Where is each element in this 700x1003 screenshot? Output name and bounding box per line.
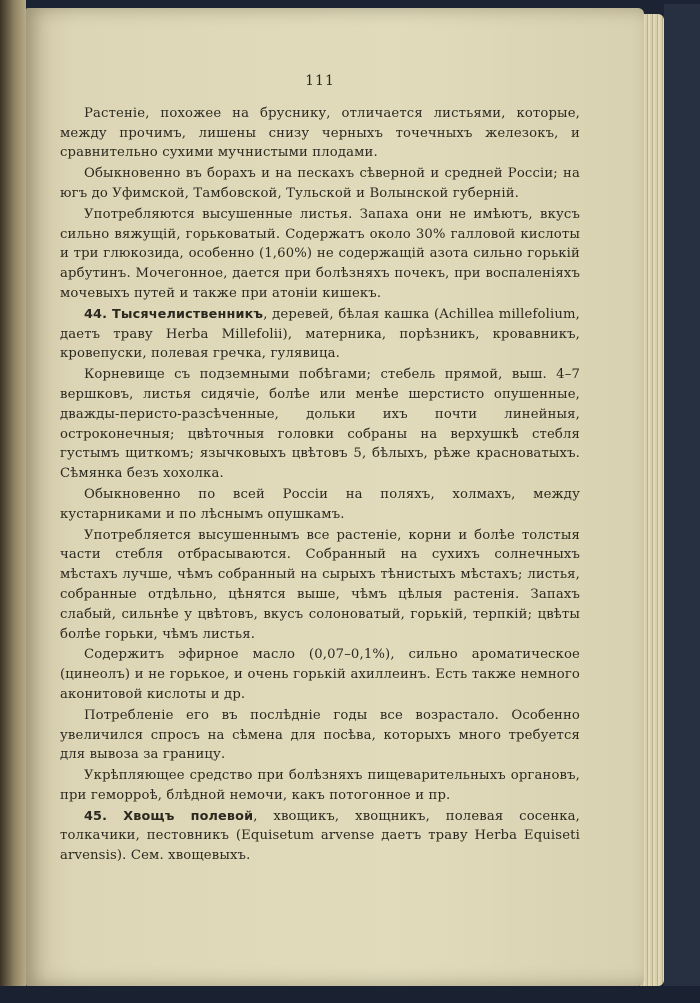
paragraph: Укрѣпляющее средство при болѣзняхъ пищеварительныхъ органовъ, при геморроѣ, блѣдной немочи, какъ потогонное и пр. (60, 768, 580, 803)
paragraph: Растеніе, похожее на бруснику, отличается листьями, которые, между прочимъ, лишены снизу черныхъ точечныхъ железокъ, и сравнительно сухими мучнистыми плодами. (60, 105, 580, 161)
paragraph: Корневище съ подземными побѣгами; стебель прямой, выш. 4–7 вершковъ, листья сидячіе, болѣе или менѣе шерстисто опушенные, дважды-перисто-разсѣченные, дольки ихъ почти линейныя, остроконечныя; цвѣточныя головки собраны на верхушкѣ стебля густымъ щиткомъ; язычковыхъ цвѣтовъ 5, бѣлыхъ, рѣже красноватыхъ. Сѣмянка безъ хохолка. (60, 367, 580, 482)
paragraph: Употребляется высушеннымъ все растеніе, корни и болѣе толстыя части стебля отбрасываются. Собранный на сухихъ солнечныхъ мѣстахъ лучше, чѣмъ собранный на сырыхъ тѣнистыхъ мѣстахъ; листья, собранные отдѣльно, цѣнятся выше, чѣмъ цѣлыя растенія. Запахъ слабый, сильнѣе у цвѣтовъ, вкусъ солоноватый, горькій, терпкій; цвѣты болѣе горьки, чѣмъ листья. (60, 527, 580, 642)
paragraph: Употребляются высушенные листья. Запаха они не имѣютъ, вкусъ сильно вяжущій, горьковатый. Содержатъ около 30% галловой кислоты и три глюкозида, особенно (1,60%) не содержащій азота сильно горькій арбутинъ. Мочегонное, дается при болѣзняхъ почекъ, при воспаленіяхъ мочевыхъ путей и также при атоніи кишекъ. (60, 206, 580, 301)
entry-paragraph: 44. Тысячелиственникъ, деревей, бѣлая кашка (Achillea millefolium, даетъ траву Herba Millefolii), матерника, порѣзникъ, кровавникъ, кровепуски, полевая гречка, гулявица. (60, 306, 580, 362)
page-number: 111 (305, 73, 335, 89)
paragraph: Обыкновенно въ борахъ и на пескахъ сѣверной и средней Россіи; на югъ до Уфимской, Тамбовской, Тульской и Волынской губерній. (60, 166, 580, 201)
entry-paragraph: 45. Хвощъ полевой, хвощикъ, хвощникъ, полевая сосенка, толкачики, пестовникъ (Equisetum arvense даетъ траву Herba Equiseti arvensis). Сем. хвощевыхъ. (60, 808, 580, 864)
paragraph: Содержитъ эфирное масло (0,07–0,1%), сильно ароматическое (цинеолъ) и не горькое, и очень горькій ахиллеинъ. Есть также немного аконитовой кислоты и др. (60, 647, 580, 702)
paragraph: Потребленіе его въ послѣдніе годы все возрастало. Особенно увеличился спросъ на сѣмена для посѣва, которыхъ много требуется для вывоза за границу. (60, 707, 580, 763)
facing-page-text (2, 0, 18, 1003)
entry-heading: 44. Тысячелиственникъ (84, 306, 264, 322)
paragraph: Обыкновенно по всей Россіи на поляхъ, холмахъ, между кустарниками и по лѣснымъ опушкамъ. (60, 486, 580, 522)
page-content (60, 72, 580, 866)
book-cover-bottom (0, 986, 700, 1003)
entry-heading: 45. Хвощъ полевой (84, 808, 254, 824)
book-cover-right (664, 4, 700, 994)
facing-page-edge (0, 0, 26, 1003)
